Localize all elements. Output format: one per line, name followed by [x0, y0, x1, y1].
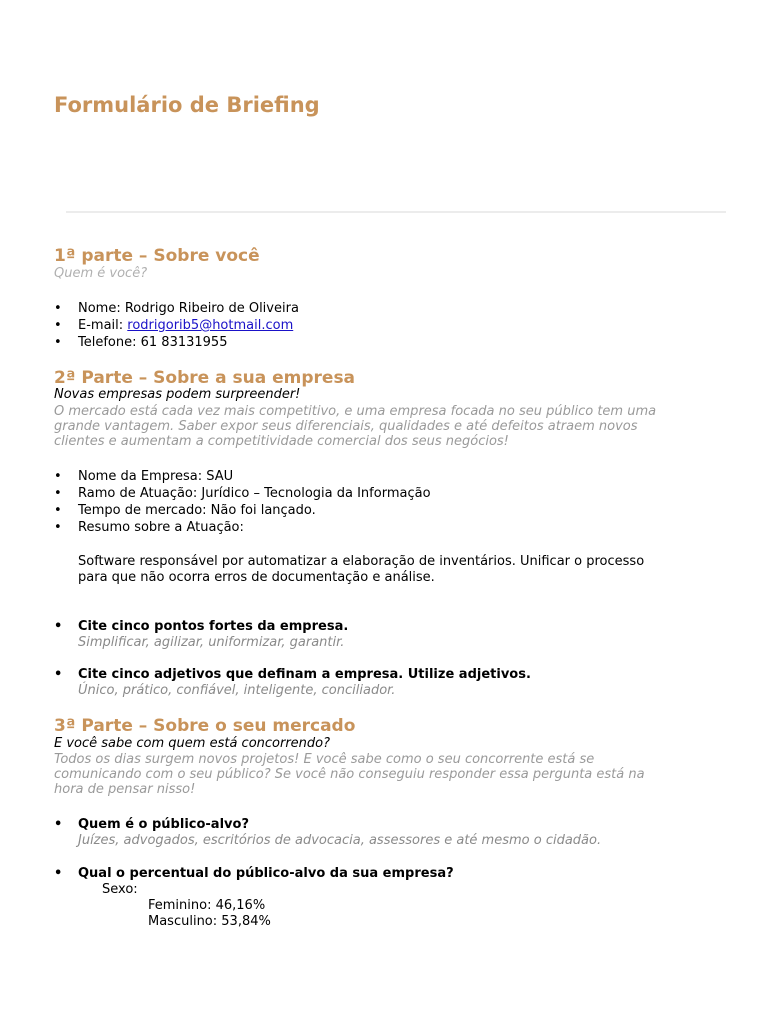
section-3-intro-line: Todos os dias surgem novos projetos! E você sabe como o seu concorrente está se [54, 752, 595, 767]
answer-adjectives: Único, prático, confiável, inteligente, conciliador. [78, 683, 396, 698]
answer-target-audience: Juízes, advogados, escritórios de advocacia, assessores e até mesmo o cidadão. [78, 833, 602, 848]
question-strengths: • Cite cinco pontos fortes da empresa. [54, 618, 348, 635]
male-percentage: Masculino: 53,84% [148, 914, 271, 929]
answer-strengths: Simplificar, agilizar, uniformizar, garantir. [78, 635, 345, 650]
question-audience-percentage: • Qual o percentual do público-alvo da sua empresa? [54, 865, 454, 882]
section-2-intro-line: clientes e aumentam a competitividade comercial dos seus negócios! [54, 434, 509, 449]
section-3-heading: 3ª Parte – Sobre o seu mercado [54, 716, 356, 736]
summary-text-line: Software responsável por automatizar a elaboração de inventários. Unificar o processo [78, 554, 645, 569]
email-link[interactable]: rodrigorib5@hotmail.com [127, 318, 294, 333]
document-title: Formulário de Briefing [54, 93, 320, 117]
list-item-email [54, 317, 293, 334]
section-2-intro-line: grande vantagem. Saber expor seus diferenciais, qualidades e até defeitos atraem novos [54, 419, 638, 434]
section-3-intro-line: comunicando com o seu público? Se você não conseguiu responder essa pergunta está na [54, 767, 645, 782]
list-item-phone: • Telefone: 61 83131955 [54, 334, 227, 351]
list-item-company-name: • Nome da Empresa: SAU [54, 468, 233, 485]
divider [66, 211, 726, 213]
list-item-summary-label: • Resumo sobre a Atuação: [54, 519, 244, 536]
question-target-audience: • Quem é o público-alvo? [54, 816, 249, 833]
section-1-heading: 1ª parte – Sobre você [54, 246, 260, 266]
list-item-name: • Nome: Rodrigo Ribeiro de Oliveira [54, 300, 299, 317]
question-adjectives: • Cite cinco adjetivos que definam a empresa. Utilize adjetivos. [54, 666, 531, 683]
list-item-market-time: • Tempo de mercado: Não foi lançado. [54, 502, 316, 519]
summary-text-line: para que não ocorra erros de documentação e análise. [78, 570, 435, 585]
email-label: E-mail: [78, 318, 128, 333]
section-3-tagline: E você sabe com quem está concorrendo? [54, 736, 331, 751]
section-2-tagline: Novas empresas podem surpreender! [54, 387, 301, 402]
female-percentage: Feminino: 46,16% [148, 898, 266, 913]
sex-label: Sexo: [102, 882, 138, 897]
list-item-business-area: • Ramo de Atuação: Jurídico – Tecnologia da Informação [54, 485, 431, 502]
section-2-heading: 2ª Parte – Sobre a sua empresa [54, 368, 356, 388]
section-2-intro-line: O mercado está cada vez mais competitivo, e uma empresa focada no seu público tem uma [54, 404, 657, 419]
section-3-intro-line: hora de pensar nisso! [54, 782, 196, 797]
section-1-prompt: Quem é você? [54, 266, 148, 281]
